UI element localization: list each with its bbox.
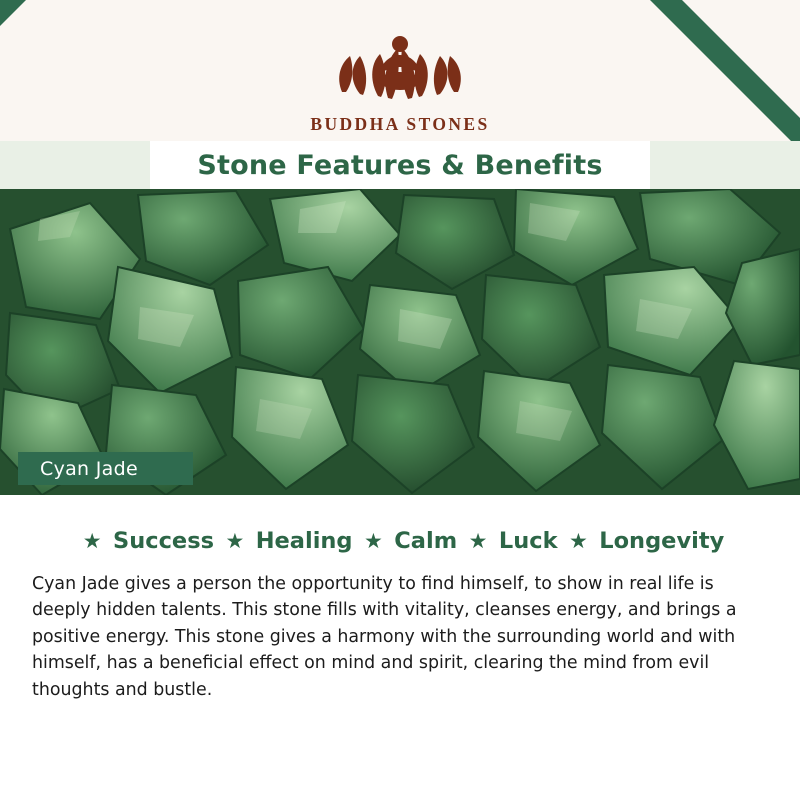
brand-logo [0, 18, 800, 135]
brand-name: BUDDHA STONES [310, 114, 490, 134]
stone-name: Cyan Jade [40, 457, 138, 480]
benefit-item: Success [113, 528, 214, 554]
page-title: Stone Features & Benefits [197, 149, 603, 181]
star-icon: ★ [468, 529, 488, 553]
star-icon: ★ [364, 529, 383, 553]
star-icon: ★ [225, 529, 245, 553]
star-icon: ★ [82, 529, 102, 553]
content-panel [0, 495, 800, 800]
benefit-item: Luck [498, 528, 558, 554]
benefits-list [0, 528, 800, 554]
benefit-item: Longevity [599, 528, 725, 554]
benefit-item: Calm [394, 528, 458, 554]
hero-image [0, 189, 800, 495]
stone-name-badge [18, 452, 193, 485]
lotus-meditation-figure-icon [320, 18, 480, 110]
title-banner [150, 141, 650, 189]
benefit-item: Healing [255, 528, 353, 554]
star-icon: ★ [568, 529, 588, 553]
description-text: Cyan Jade gives a person the opportunity to find himself, to show in real life is deeply hidden talents. This stone fills with vitality, cleanses energy, and brings a positive energy. This stone gives a harmony with the surrounding world and with himself, has a beneficial effect on mind and spirit, clearing the mind from evil thoughts and bustle. [32, 574, 737, 700]
jade-stones-illustration [0, 189, 800, 495]
